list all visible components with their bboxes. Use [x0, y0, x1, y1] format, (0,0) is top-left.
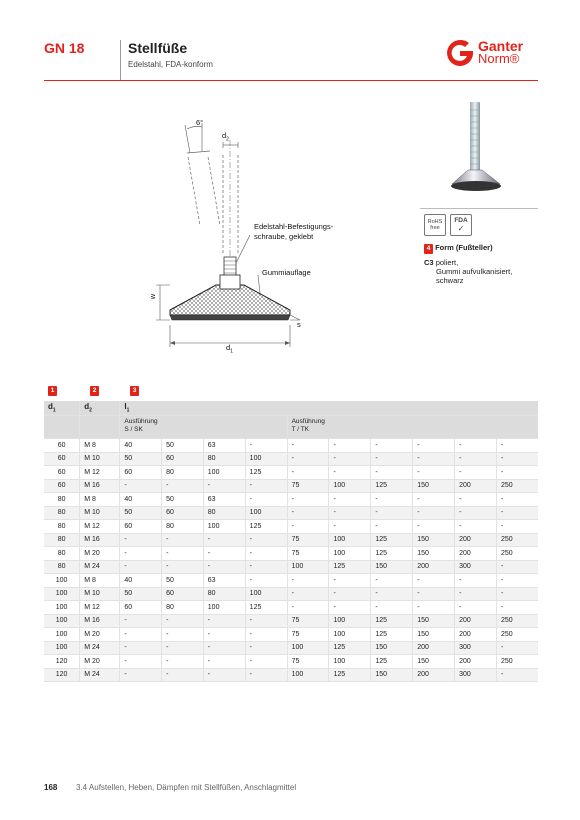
table-cell: -: [287, 587, 329, 601]
table-cell: -: [162, 547, 204, 561]
table-cell: -: [162, 479, 204, 493]
table-cell: M 16: [80, 614, 120, 628]
table-cell: -: [245, 493, 287, 507]
table-cell: 300: [455, 641, 497, 655]
table-cell: -: [203, 547, 245, 561]
table-cell: -: [455, 452, 497, 466]
table-cell: 50: [162, 574, 204, 588]
table-cell: 250: [497, 547, 538, 561]
table-cell: 100: [329, 533, 371, 547]
table-cell: 50: [120, 506, 162, 520]
page-number: 168: [44, 783, 58, 792]
table-cell: 250: [497, 628, 538, 642]
table-cell: M 12: [80, 601, 120, 615]
table-cell: 125: [245, 520, 287, 534]
table-cell: -: [120, 614, 162, 628]
table-cell: 60: [44, 479, 80, 493]
table-cell: 100: [44, 614, 80, 628]
table-cell: 125: [245, 601, 287, 615]
col-badge-2: 2: [90, 386, 99, 396]
table-row: [44, 628, 538, 642]
table-cell: 125: [371, 533, 413, 547]
table-cell: -: [455, 439, 497, 453]
group-s-sk-line2: S / SK: [124, 426, 143, 433]
table-cell: -: [287, 506, 329, 520]
table-cell: -: [120, 668, 162, 682]
table-cell: 200: [455, 628, 497, 642]
page-subtitle: Edelstahl, FDA-konform: [128, 60, 213, 69]
table-cell: M 24: [80, 668, 120, 682]
table-cell: M 10: [80, 506, 120, 520]
table-cell: -: [120, 628, 162, 642]
table-cell: 60: [162, 587, 204, 601]
table-cell: -: [120, 479, 162, 493]
table-cell: -: [329, 439, 371, 453]
table-cell: 150: [413, 628, 455, 642]
table-cell: 200: [455, 533, 497, 547]
table-cell: -: [120, 641, 162, 655]
table-cell: 80: [44, 547, 80, 561]
table-cell: -: [413, 466, 455, 480]
table-cell: -: [455, 466, 497, 480]
table-cell: -: [329, 601, 371, 615]
rohs-text: RoHS: [427, 219, 443, 225]
table-cell: -: [162, 655, 204, 669]
table-cell: 125: [371, 628, 413, 642]
table-cell: 80: [44, 560, 80, 574]
subheader-empty-2: [80, 416, 120, 439]
table-cell: -: [413, 506, 455, 520]
table-cell: -: [287, 439, 329, 453]
table-cell: -: [497, 452, 538, 466]
table-cell: -: [245, 560, 287, 574]
subheader-empty-1: [44, 416, 80, 439]
table-cell: -: [497, 587, 538, 601]
table-cell: -: [245, 574, 287, 588]
table-cell: -: [371, 520, 413, 534]
table-cell: -: [455, 574, 497, 588]
table-cell: -: [455, 506, 497, 520]
table-cell: -: [203, 533, 245, 547]
table-cell: 150: [413, 547, 455, 561]
table-cell: -: [497, 574, 538, 588]
col-l1-text: l: [124, 402, 127, 412]
table-cell: M 10: [80, 452, 120, 466]
col-l1-sub: 1: [126, 407, 130, 414]
table-cell: 75: [287, 614, 329, 628]
d1-sub: 1: [230, 348, 233, 355]
table-cell: -: [413, 493, 455, 507]
d1-label: d: [226, 343, 231, 352]
table-cell: -: [287, 466, 329, 480]
d2-dim-label: [222, 131, 229, 143]
table-cell: -: [120, 560, 162, 574]
table-cell: M 20: [80, 628, 120, 642]
table-cell: 63: [203, 574, 245, 588]
table-row: [44, 560, 538, 574]
table-cell: 40: [120, 439, 162, 453]
table-cell: -: [413, 439, 455, 453]
table-row: [44, 587, 538, 601]
table-cell: 80: [44, 533, 80, 547]
d1-dim-label: [226, 343, 233, 355]
fda-text: FDA: [454, 217, 468, 224]
form-heading: [424, 243, 493, 254]
table-cell: 100: [203, 520, 245, 534]
table-cell: 125: [371, 614, 413, 628]
table-row: [44, 655, 538, 669]
d2-sub: 2: [226, 136, 229, 143]
table-cell: -: [245, 533, 287, 547]
table-cell: M 10: [80, 587, 120, 601]
form-c3-description: [424, 258, 544, 285]
table-cell: -: [371, 452, 413, 466]
table-cell: -: [371, 466, 413, 480]
table-cell: 80: [162, 466, 204, 480]
product-rule: [420, 208, 538, 209]
table-cell: -: [162, 641, 204, 655]
table-cell: 150: [371, 668, 413, 682]
table-cell: 50: [162, 439, 204, 453]
table-cell: 80: [203, 452, 245, 466]
table-cell: 63: [203, 439, 245, 453]
table-cell: -: [203, 614, 245, 628]
c3-line1: poliert,: [435, 258, 459, 267]
col-badge-1: 1: [48, 386, 57, 396]
table-cell: 150: [413, 479, 455, 493]
table-cell: 80: [44, 506, 80, 520]
angle-label: 6°: [196, 118, 204, 127]
table-cell: 300: [455, 668, 497, 682]
col-d1-text: d: [48, 402, 53, 412]
table-body: [44, 439, 538, 682]
table-cell: -: [120, 547, 162, 561]
group-s-sk-line1: Ausführung: [124, 418, 158, 425]
table-cell: -: [245, 668, 287, 682]
table-cell: -: [371, 493, 413, 507]
table-cell: 75: [287, 628, 329, 642]
table-cell: 100: [245, 587, 287, 601]
table-cell: M 20: [80, 547, 120, 561]
screw-label-line1: Edelstahl-Befestigungs-: [254, 222, 334, 231]
table-cell: 40: [120, 574, 162, 588]
table-cell: -: [497, 466, 538, 480]
table-cell: -: [413, 452, 455, 466]
table-cell: -: [455, 587, 497, 601]
table-cell: 100: [44, 587, 80, 601]
table-cell: 120: [44, 668, 80, 682]
c3-line3: schwarz: [436, 276, 464, 285]
group-t-tk-line1: Ausführung: [291, 418, 325, 425]
table-cell: 100: [203, 466, 245, 480]
table-cell: -: [455, 520, 497, 534]
table-cell: -: [497, 493, 538, 507]
table-row: [44, 533, 538, 547]
group-t-tk: [287, 416, 538, 439]
table-cell: 60: [44, 466, 80, 480]
table-cell: 125: [371, 547, 413, 561]
table-cell: 100: [287, 641, 329, 655]
table-cell: 250: [497, 655, 538, 669]
table-cell: M 16: [80, 479, 120, 493]
table-cell: -: [329, 574, 371, 588]
form-badge: 4: [424, 244, 433, 254]
table-cell: -: [497, 560, 538, 574]
table-cell: -: [203, 655, 245, 669]
table-cell: -: [413, 587, 455, 601]
table-cell: 80: [44, 520, 80, 534]
table-cell: 75: [287, 533, 329, 547]
table-cell: -: [287, 520, 329, 534]
table-row: [44, 466, 538, 480]
col-d2-sub: 2: [89, 407, 92, 414]
col-badge-3: 3: [130, 386, 139, 396]
form-title: Form (Fußteller): [435, 243, 493, 252]
table-cell: 63: [203, 493, 245, 507]
fda-check-icon: ✓: [457, 224, 465, 233]
col-d2-text: d: [84, 402, 90, 412]
table-cell: -: [203, 479, 245, 493]
table-cell: 50: [120, 587, 162, 601]
table-cell: 200: [413, 560, 455, 574]
table-cell: -: [203, 560, 245, 574]
table-cell: M 12: [80, 520, 120, 534]
table-cell: -: [329, 493, 371, 507]
ganter-logo-mark-icon: [444, 38, 476, 68]
table-cell: 80: [203, 506, 245, 520]
table-cell: -: [162, 533, 204, 547]
table-cell: 250: [497, 479, 538, 493]
table-cell: 60: [44, 452, 80, 466]
table-cell: 150: [413, 614, 455, 628]
table-cell: -: [497, 601, 538, 615]
table-cell: -: [455, 493, 497, 507]
table-cell: -: [497, 668, 538, 682]
table-cell: 100: [203, 601, 245, 615]
table-cell: -: [162, 560, 204, 574]
table-cell: -: [371, 601, 413, 615]
table-cell: 100: [245, 452, 287, 466]
table-cell: 60: [162, 506, 204, 520]
header-rule: [44, 80, 538, 81]
table-cell: 60: [120, 601, 162, 615]
table-cell: M 8: [80, 439, 120, 453]
table-cell: -: [371, 587, 413, 601]
table-cell: M 8: [80, 574, 120, 588]
table-cell: -: [245, 547, 287, 561]
table-subheader-row: [44, 416, 538, 439]
table-cell: 250: [497, 614, 538, 628]
table-row: [44, 574, 538, 588]
s-dim-label: s: [297, 320, 301, 329]
table-cell: 100: [329, 547, 371, 561]
table-cell: M 20: [80, 655, 120, 669]
table-cell: 200: [455, 614, 497, 628]
table-cell: -: [245, 439, 287, 453]
table-cell: 125: [371, 479, 413, 493]
table-cell: -: [287, 574, 329, 588]
table-cell: -: [162, 668, 204, 682]
table-cell: -: [329, 587, 371, 601]
table-row: [44, 601, 538, 615]
table-cell: -: [497, 439, 538, 453]
table-cell: -: [162, 614, 204, 628]
table-cell: 100: [44, 628, 80, 642]
table-cell: 100: [287, 668, 329, 682]
table-cell: 80: [162, 601, 204, 615]
table-cell: M 12: [80, 466, 120, 480]
logo-text-ganter: Ganter: [478, 38, 524, 54]
table-cell: -: [203, 628, 245, 642]
table-cell: 80: [44, 493, 80, 507]
table-cell: -: [329, 452, 371, 466]
table-cell: -: [245, 479, 287, 493]
rubber-label: Gummiauflage: [262, 268, 311, 277]
table-cell: M 16: [80, 533, 120, 547]
header-divider: [120, 40, 121, 80]
table-cell: 150: [413, 533, 455, 547]
product-code: GN 18: [44, 40, 85, 56]
table-cell: -: [287, 452, 329, 466]
table-cell: 100: [329, 479, 371, 493]
table-cell: -: [287, 601, 329, 615]
table-cell: 100: [245, 506, 287, 520]
dimensions-table: [44, 401, 538, 682]
table-cell: 125: [371, 655, 413, 669]
table-cell: M 24: [80, 560, 120, 574]
table-cell: -: [413, 601, 455, 615]
product-photo: [446, 100, 506, 196]
table-row: [44, 614, 538, 628]
table-cell: 50: [120, 452, 162, 466]
table-cell: -: [245, 641, 287, 655]
table-cell: 150: [413, 655, 455, 669]
table-cell: 80: [162, 520, 204, 534]
table-cell: -: [329, 506, 371, 520]
table-cell: -: [413, 574, 455, 588]
table-cell: -: [245, 655, 287, 669]
table-cell: 125: [329, 668, 371, 682]
table-cell: 125: [245, 466, 287, 480]
table-row: [44, 493, 538, 507]
table-cell: -: [120, 655, 162, 669]
table-cell: -: [120, 533, 162, 547]
table-cell: 60: [44, 439, 80, 453]
footer-section: 3.4 Aufstellen, Heben, Dämpfen mit Stellfüßen, Anschlagmittel: [76, 783, 297, 792]
table-cell: -: [287, 493, 329, 507]
table-cell: 200: [455, 655, 497, 669]
col-d1-header: [44, 401, 80, 416]
table-row: [44, 547, 538, 561]
table-cell: 120: [44, 655, 80, 669]
table-cell: 75: [287, 547, 329, 561]
table-row: [44, 506, 538, 520]
table-cell: 150: [371, 641, 413, 655]
table-cell: 200: [413, 641, 455, 655]
table-cell: 125: [329, 560, 371, 574]
table-cell: 60: [120, 466, 162, 480]
w-dim-label: w: [148, 293, 158, 300]
col-l1-header: [120, 401, 538, 416]
page-title: Stellfüße: [128, 40, 188, 56]
table-cell: M 24: [80, 641, 120, 655]
table-cell: 100: [287, 560, 329, 574]
table-cell: M 8: [80, 493, 120, 507]
table-cell: 100: [329, 655, 371, 669]
table-cell: -: [497, 641, 538, 655]
table-cell: 300: [455, 560, 497, 574]
table-row: [44, 439, 538, 453]
table-cell: 75: [287, 655, 329, 669]
col-d2-header: [80, 401, 120, 416]
table-cell: -: [455, 601, 497, 615]
c3-line2: Gummi aufvulkanisiert,: [436, 267, 513, 276]
table-cell: 200: [413, 668, 455, 682]
table-cell: 200: [455, 479, 497, 493]
table-cell: 250: [497, 533, 538, 547]
table-cell: -: [245, 628, 287, 642]
table-cell: -: [203, 641, 245, 655]
table-cell: 100: [329, 614, 371, 628]
table-cell: 50: [162, 493, 204, 507]
table-cell: -: [162, 628, 204, 642]
table-cell: -: [203, 668, 245, 682]
logo-text-norm: Norm®: [478, 51, 520, 66]
table-row: [44, 452, 538, 466]
d2-label: d: [222, 131, 227, 140]
table-cell: -: [245, 614, 287, 628]
rohs-free-text: free: [430, 225, 440, 231]
screw-label-line2: schraube, geklebt: [254, 232, 314, 241]
table-cell: -: [497, 506, 538, 520]
table-cell: 80: [203, 587, 245, 601]
table-header-row: [44, 401, 538, 416]
col-d1-sub: 1: [52, 407, 56, 414]
table-cell: 100: [44, 601, 80, 615]
table-cell: 200: [455, 547, 497, 561]
table-cell: -: [371, 574, 413, 588]
table-cell: -: [413, 520, 455, 534]
table-cell: -: [371, 439, 413, 453]
table-row: [44, 641, 538, 655]
table-cell: 100: [44, 574, 80, 588]
table-cell: -: [329, 466, 371, 480]
table-cell: 125: [329, 641, 371, 655]
table-cell: 100: [329, 628, 371, 642]
table-row: [44, 520, 538, 534]
c3-code: C3: [424, 258, 434, 267]
table-cell: 150: [371, 560, 413, 574]
fda-icon: [450, 214, 472, 236]
table-cell: -: [329, 520, 371, 534]
table-cell: 40: [120, 493, 162, 507]
rohs-free-icon: [424, 214, 446, 236]
group-t-tk-line2: T / TK: [291, 426, 310, 433]
table-cell: -: [371, 506, 413, 520]
table-row: [44, 479, 538, 493]
ganter-logo: [444, 38, 540, 68]
table-cell: 100: [44, 641, 80, 655]
table-row: [44, 668, 538, 682]
table-cell: 60: [120, 520, 162, 534]
table-cell: -: [497, 520, 538, 534]
group-s-sk: [120, 416, 287, 439]
table-cell: 75: [287, 479, 329, 493]
table-cell: 60: [162, 452, 204, 466]
